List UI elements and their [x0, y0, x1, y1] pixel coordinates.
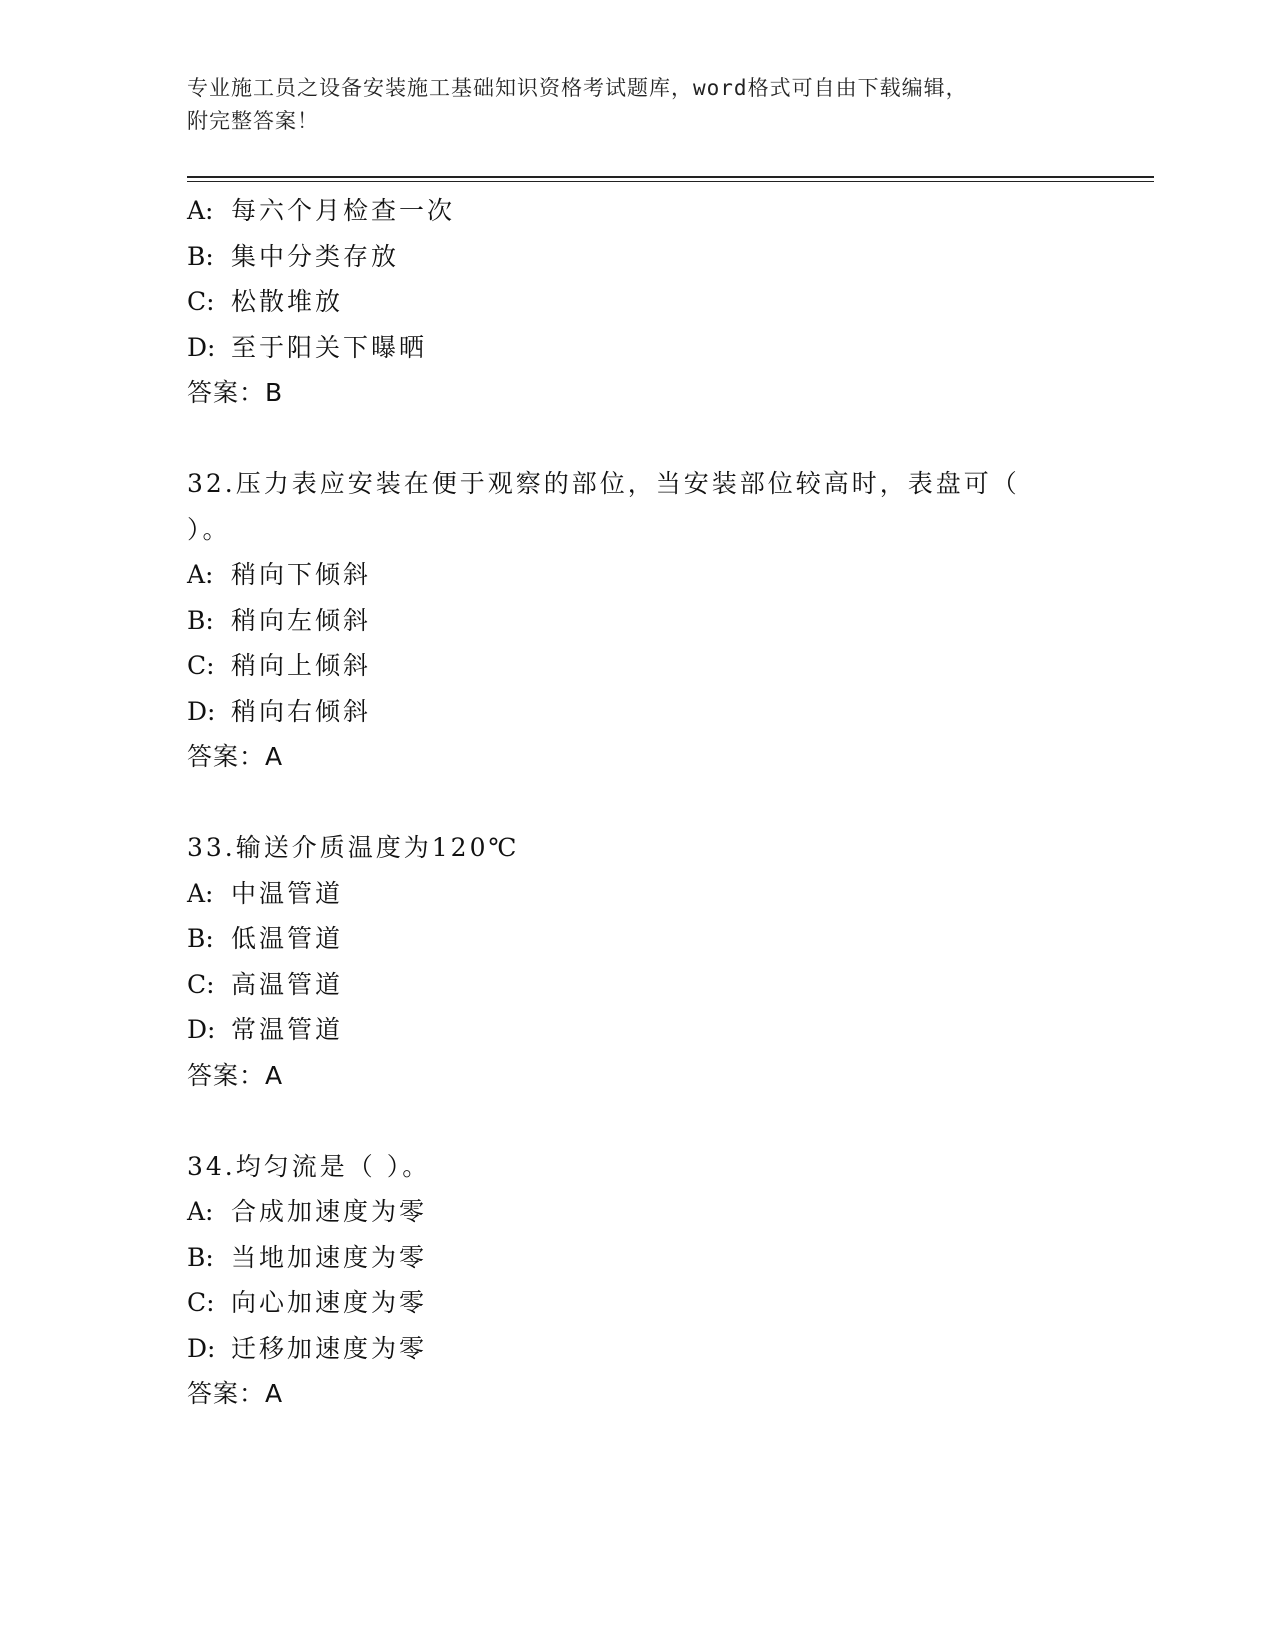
- option-b: [187, 234, 1147, 280]
- question-block-34: [187, 1144, 1147, 1417]
- option-letter: A:: [187, 560, 214, 589]
- option-text: 常温管道: [231, 1015, 344, 1044]
- option-text: 合成加速度为零: [231, 1197, 428, 1226]
- spacer: [187, 416, 1147, 462]
- option-a: [187, 552, 1147, 598]
- option-c: [187, 962, 1147, 1008]
- option-text: 稍向上倾斜: [231, 651, 372, 680]
- option-a: [187, 188, 1147, 234]
- option-letter: C:: [187, 1288, 215, 1317]
- option-letter: D:: [187, 696, 216, 726]
- option-a: [187, 1189, 1147, 1235]
- option-b: [187, 916, 1147, 962]
- header-divider-thick: [187, 176, 1154, 178]
- option-d: [187, 1326, 1147, 1372]
- option-text: 稍向下倾斜: [231, 560, 372, 589]
- answer-line: 答案：A: [187, 1379, 284, 1408]
- option-text: 稍向左倾斜: [231, 605, 372, 635]
- header-line-2: 附完整答案！: [187, 109, 319, 133]
- spacer: [187, 1098, 1147, 1144]
- option-text: 当地加速度为零: [231, 1242, 428, 1272]
- option-letter: A:: [187, 878, 214, 908]
- option-c: [187, 279, 1147, 325]
- option-text: 至于阳关下曝晒: [231, 332, 428, 362]
- option-d: [187, 325, 1147, 371]
- option-letter: D:: [187, 332, 216, 362]
- question-block-32: [187, 461, 1147, 780]
- option-text: 中温管道: [231, 878, 344, 908]
- option-letter: D:: [187, 1333, 216, 1363]
- option-text: 低温管道: [231, 924, 344, 953]
- question-stem: 33.输送介质温度为120℃: [187, 833, 520, 862]
- option-d: [187, 1007, 1147, 1053]
- question-stem: 34.均匀流是（ ）。: [187, 1151, 431, 1181]
- option-b: [187, 598, 1147, 644]
- option-letter: D:: [187, 1015, 216, 1044]
- header-line-1: 专业施工员之设备安装施工基础知识资格考试题库，word格式可自由下载编辑，: [187, 76, 968, 100]
- option-letter: B:: [187, 605, 214, 635]
- option-letter: C:: [187, 287, 215, 316]
- answer-line: 答案：A: [187, 1060, 284, 1090]
- option-letter: B:: [187, 241, 214, 271]
- option-a: [187, 871, 1147, 917]
- option-text: 松散堆放: [231, 287, 344, 316]
- option-letter: C:: [187, 969, 215, 999]
- question-block-33: [187, 825, 1147, 1098]
- option-letter: C:: [187, 651, 215, 680]
- option-text: 迁移加速度为零: [231, 1333, 428, 1363]
- option-letter: B:: [187, 924, 214, 953]
- option-letter: B:: [187, 1242, 214, 1272]
- question-stem: 32.压力表应安装在便于观察的部位，当安装部位较高时，表盘可（: [187, 469, 1020, 498]
- option-text: 向心加速度为零: [231, 1288, 428, 1317]
- option-text: 集中分类存放: [231, 241, 400, 271]
- document-header: [187, 72, 1087, 138]
- option-letter: A:: [187, 1197, 214, 1226]
- option-b: [187, 1235, 1147, 1281]
- option-c: [187, 1280, 1147, 1326]
- answer-line: 答案：B: [187, 378, 284, 407]
- answer-line: 答案：A: [187, 742, 284, 771]
- option-letter: A:: [187, 196, 214, 225]
- option-c: [187, 643, 1147, 689]
- option-d: [187, 689, 1147, 735]
- option-text: 高温管道: [231, 969, 344, 999]
- option-text: 稍向右倾斜: [231, 696, 372, 726]
- spacer: [187, 780, 1147, 826]
- header-divider-thin: [187, 181, 1154, 182]
- option-text: 每六个月检查一次: [231, 196, 456, 225]
- question-stem-continuation: ）。: [187, 514, 231, 544]
- question-list: [187, 188, 1147, 1417]
- question-block-31: [187, 188, 1147, 416]
